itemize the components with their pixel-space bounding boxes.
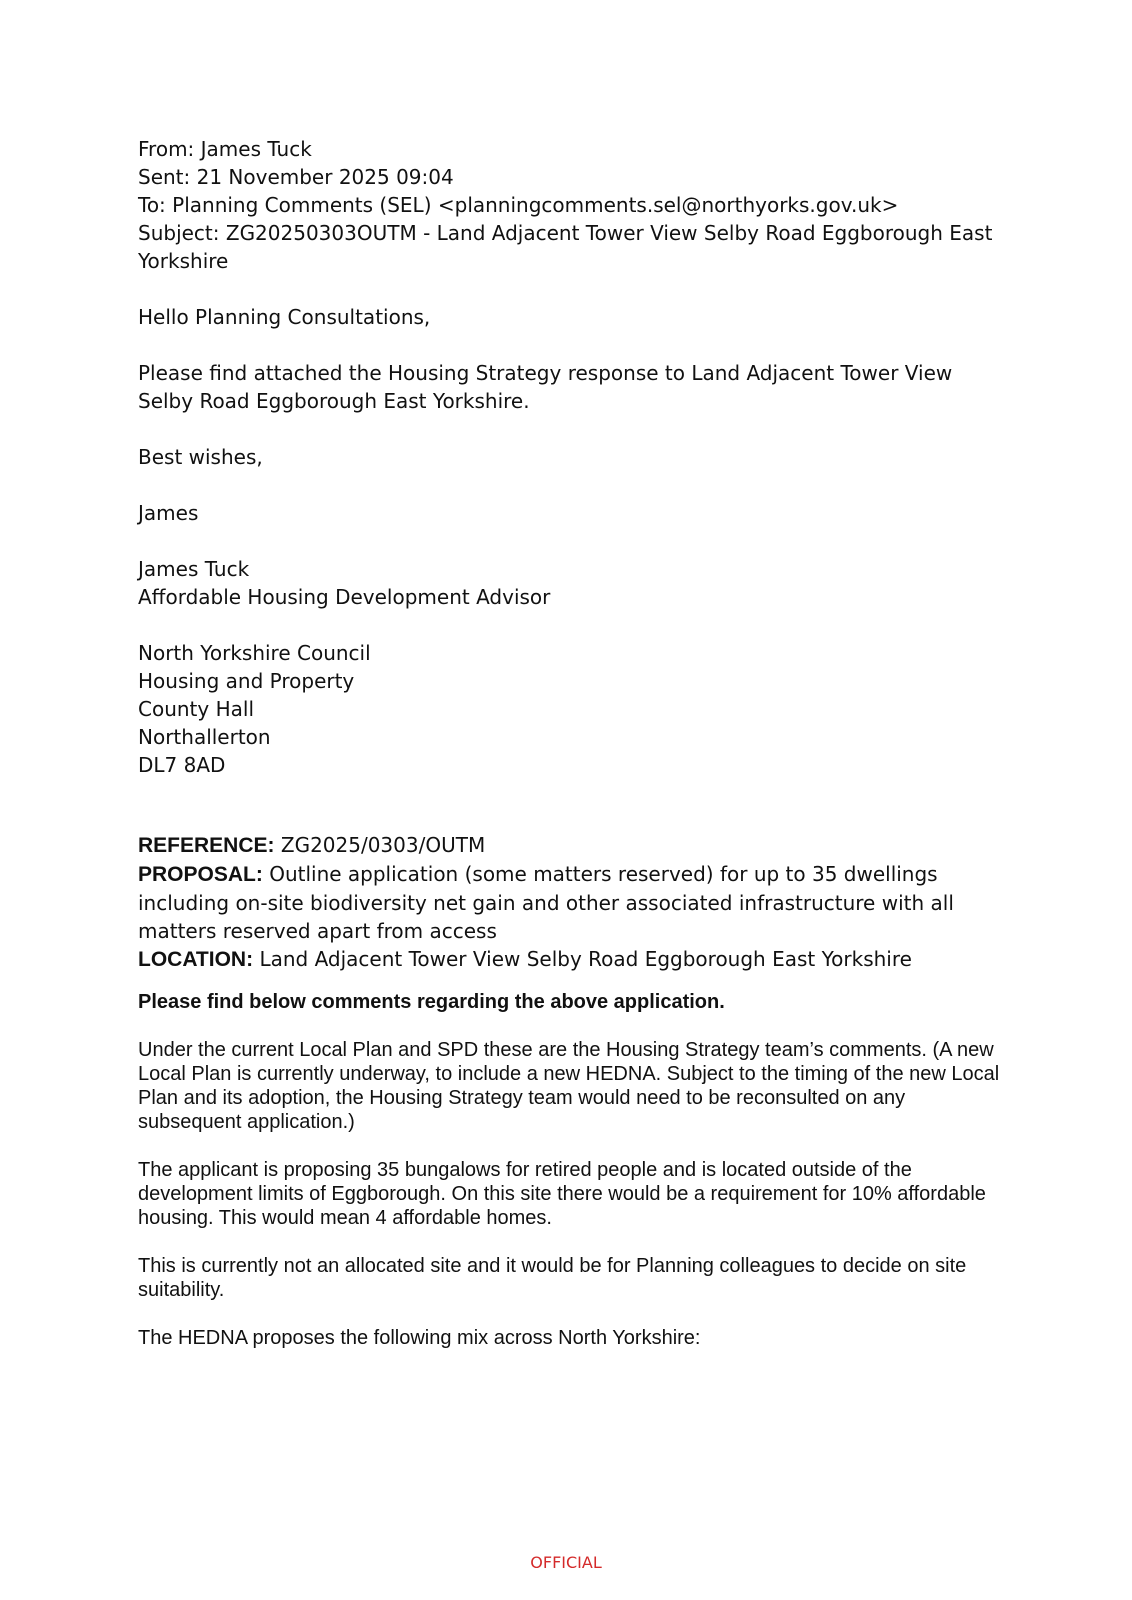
- email-sent: Sent: 21 November 2025 09:04: [138, 165, 454, 189]
- reference-row: [138, 831, 998, 860]
- spacer: [138, 415, 998, 443]
- email-first-name: James: [138, 501, 199, 525]
- address-line: DL7 8AD: [138, 753, 226, 777]
- signature-name: James Tuck: [138, 557, 250, 581]
- comment-paragraph: This is currently not an allocated site and it would be for Planning colleagues to decide on site suitability.: [138, 1255, 967, 1301]
- spacer: [138, 331, 998, 359]
- location-value: Land Adjacent Tower View Selby Road Eggborough East Yorkshire: [259, 947, 912, 971]
- comment-paragraph: Under the current Local Plan and SPD these are the Housing Strategy team’s comments. (A new Local Plan is currently underway, to include a new HEDNA. Subject to the timing of the new Local Plan and its adoption, the Housing Strategy team would need to be reconsulted on any subsequent application.): [138, 1039, 1000, 1133]
- proposal-label: PROPOSAL:: [138, 863, 263, 886]
- spacer: [138, 611, 998, 639]
- email-to: To: Planning Comments (SEL) <planningcomments.sel@northyorks.gov.uk>: [138, 193, 899, 217]
- proposal-value: Outline application (some matters reserved) for up to 35 dwellings including on-site biodiversity net gain and other associated infrastructure with all matters reserved apart from access: [138, 862, 954, 943]
- email-body: Please find attached the Housing Strategy response to Land Adjacent Tower View Selby Road Eggborough East Yorkshire.: [138, 361, 953, 413]
- application-reference-block: [138, 831, 998, 974]
- email-header: [138, 135, 998, 779]
- spacer: [138, 471, 998, 499]
- email-greeting: Hello Planning Consultations,: [138, 305, 431, 329]
- signature-title: Affordable Housing Development Advisor: [138, 585, 551, 609]
- comments-section: [138, 990, 1008, 1374]
- proposal-row: [138, 860, 998, 945]
- address-line: Housing and Property: [138, 669, 355, 693]
- location-label: LOCATION:: [138, 948, 254, 971]
- email-subject: Subject: ZG20250303OUTM - Land Adjacent Tower View Selby Road Eggborough East Yorkshire: [138, 221, 993, 273]
- comment-paragraph: The HEDNA proposes the following mix across North Yorkshire:: [138, 1327, 701, 1349]
- address-line: North Yorkshire Council: [138, 641, 371, 665]
- email-from: From: James Tuck: [138, 137, 312, 161]
- reference-label: REFERENCE:: [138, 834, 275, 857]
- comment-paragraph: The applicant is proposing 35 bungalows for retired people and is located outside of the development limits of Eggborough. On this site there would be a requirement for 10% affordable housing. This would mean 4 affordable homes.: [138, 1159, 986, 1229]
- spacer: [138, 527, 998, 555]
- location-row: [138, 945, 998, 974]
- email-signoff: Best wishes,: [138, 445, 263, 469]
- reference-value: ZG2025/0303/OUTM: [280, 833, 486, 857]
- address-line: County Hall: [138, 697, 254, 721]
- official-classification-label: OFFICIAL: [530, 1553, 602, 1572]
- address-line: Northallerton: [138, 725, 271, 749]
- spacer: [138, 275, 998, 303]
- comments-heading: Please find below comments regarding the above application.: [138, 991, 725, 1013]
